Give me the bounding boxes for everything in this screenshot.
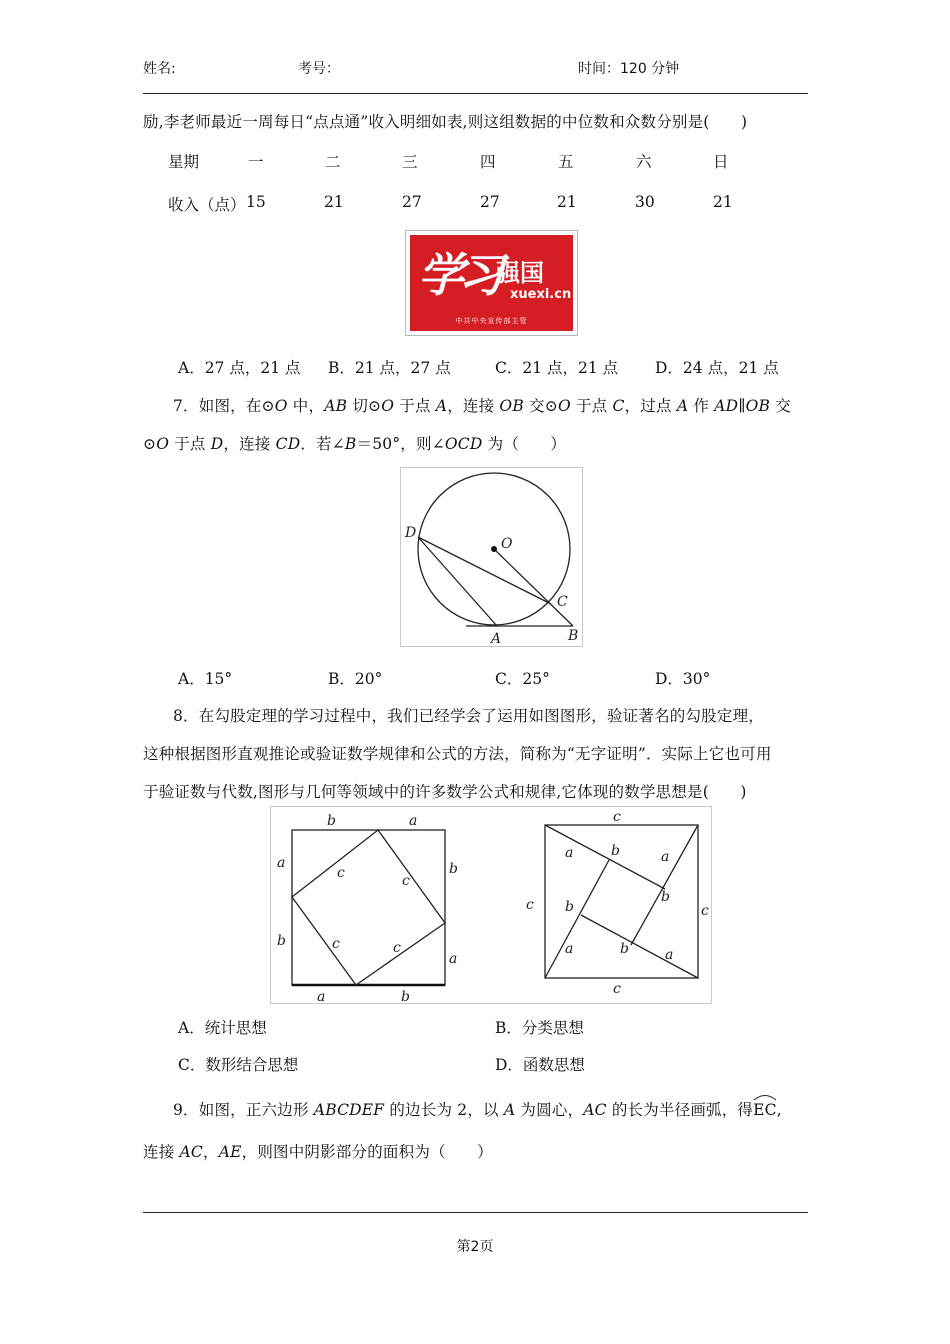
q8-option-c: C．数形结合思想: [178, 1056, 299, 1074]
label-d: D: [405, 525, 417, 541]
q6-value-4: 27: [480, 193, 500, 211]
right-label-left-c: c: [526, 897, 534, 913]
q8-line1: 8．在勾股定理的学习过程中，我们已经学会了运用如图图形，验证著名的勾股定理，: [173, 707, 764, 725]
q6-day-6: 六: [636, 153, 652, 171]
left-label-c4: c: [393, 940, 401, 956]
logo-background: [410, 235, 573, 331]
q7-option-d: D．30°: [655, 670, 711, 688]
footer-rule: [143, 1212, 808, 1213]
q8-option-d: D．函数思想: [495, 1056, 585, 1074]
header-rule: [143, 93, 808, 94]
right-label-b3: b: [565, 899, 574, 915]
q6-table-row2-label: 收入（点）: [168, 196, 246, 214]
right-label-b2: b: [661, 889, 670, 905]
q9-line2: 连接 AC，AE，则图中阴影部分的面积为（ ）: [143, 1143, 493, 1161]
right-label-a3: a: [565, 941, 574, 957]
q6-day-1: 一: [248, 153, 264, 171]
left-label-c3: c: [332, 936, 340, 952]
logo-url: xuexi.cn: [510, 287, 572, 302]
right-label-top-c: c: [613, 809, 621, 825]
segment-cd: [418, 537, 551, 604]
right-line-2: [631, 825, 698, 945]
arc-ec: EC: [753, 1099, 777, 1119]
right-label-right-c: c: [701, 903, 709, 919]
segment-ad: [418, 537, 497, 626]
right-line-4: [545, 860, 609, 978]
q6-day-4: 四: [480, 153, 496, 171]
q6-option-b: B．21 点，27 点: [328, 359, 451, 377]
name-label: 姓名:: [143, 61, 176, 77]
q8-line3: 于验证数与代数,图形与几何等领域中的许多数学公式和规律,它体现的数学思想是( ): [143, 783, 747, 801]
left-label-top-b: b: [327, 813, 336, 829]
q8-line2: 这种根据图形直观推论或验证数学规律和公式的方法，简称为“无字证明”．实际上它也可用: [143, 745, 772, 763]
q7-option-a: A．15°: [178, 670, 233, 688]
label-c: C: [557, 594, 568, 610]
q6-value-1: 15: [246, 193, 266, 211]
left-label-bottom-a: a: [317, 989, 326, 1003]
left-label-left-b: b: [277, 933, 286, 949]
q7-option-b: B．20°: [328, 670, 383, 688]
left-label-c1: c: [337, 865, 345, 881]
logo-subtitle: 中共中央宣传部主管: [455, 317, 528, 325]
xuexi-logo: [405, 230, 578, 336]
logo-brand: 强国: [496, 259, 544, 287]
q6-value-2: 21: [324, 193, 344, 211]
q6-value-6: 30: [635, 193, 655, 211]
right-label-a4: a: [665, 947, 674, 963]
exam-number-label: 考号：: [298, 61, 340, 77]
q6-value-7: 21: [713, 193, 733, 211]
left-label-top-a: a: [409, 813, 418, 829]
right-label-b4: b: [620, 941, 629, 957]
page-number: 第2页: [456, 1239, 494, 1255]
q6-table-row1-label: 星期: [168, 153, 200, 171]
left-label-left-a: a: [277, 855, 286, 871]
q6-day-2: 二: [325, 153, 341, 171]
left-label-right-b: b: [449, 861, 458, 877]
q6-stem: 励,李老师最近一周每日“点点通”收入明细如表,则这组数据的中位数和众数分别是( ): [143, 113, 748, 131]
right-line-1: [545, 825, 665, 889]
q6-day-7: 日: [713, 153, 729, 171]
left-label-c2: c: [402, 873, 410, 889]
q9-line1: 9．如图，正六边形 ABCDEF 的边长为 2，以 A 为圆心，AC 的长为半径画弧，得 EC,: [173, 1098, 782, 1120]
left-label-right-a: a: [449, 951, 458, 967]
arc-symbol: [753, 1093, 777, 1101]
q7-option-c: C．25°: [495, 670, 550, 688]
time-label: 时间：120 分钟: [578, 61, 680, 77]
left-outer-square: [292, 830, 445, 985]
label-a: A: [491, 631, 502, 646]
q7-stem-line1: 7．如图，在⊙O 中，AB 切⊙O 于点 A，连接 OB 交⊙O 于点 C，过点 A 作 AD∥OB 交: [173, 397, 791, 415]
logo-big-text: 学习: [418, 248, 498, 302]
center-point: [491, 546, 497, 552]
q7-circle-figure: [400, 467, 583, 647]
q6-option-a: A．27 点，21 点: [178, 359, 301, 377]
q6-value-5: 21: [557, 193, 577, 211]
q6-day-5: 五: [558, 153, 574, 171]
q6-day-3: 三: [402, 153, 418, 171]
right-label-b1: b: [611, 843, 620, 859]
q8-pythagoras-figure: [270, 806, 712, 1004]
q7-stem-line2: ⊙O 于点 D，连接 CD．若∠B＝50°，则∠OCD 为（ ）: [143, 435, 567, 453]
label-o: O: [501, 536, 513, 552]
q8-figure-svg: [271, 807, 711, 1003]
q6-option-d: D．24 点，21 点: [655, 359, 779, 377]
q6-value-3: 27: [402, 193, 422, 211]
right-label-bottom-c: c: [613, 981, 621, 997]
q6-option-c: C．21 点，21 点: [495, 359, 619, 377]
q7-figure-svg: [401, 468, 582, 646]
label-b: B: [568, 628, 579, 644]
left-label-bottom-b: b: [401, 989, 410, 1003]
q8-option-a: A．统计思想: [178, 1019, 267, 1037]
right-label-a2: a: [661, 849, 670, 865]
right-line-3: [581, 915, 698, 978]
q8-option-b: B．分类思想: [495, 1019, 584, 1037]
right-label-a1: a: [565, 845, 574, 861]
left-inner-square: [292, 830, 445, 985]
